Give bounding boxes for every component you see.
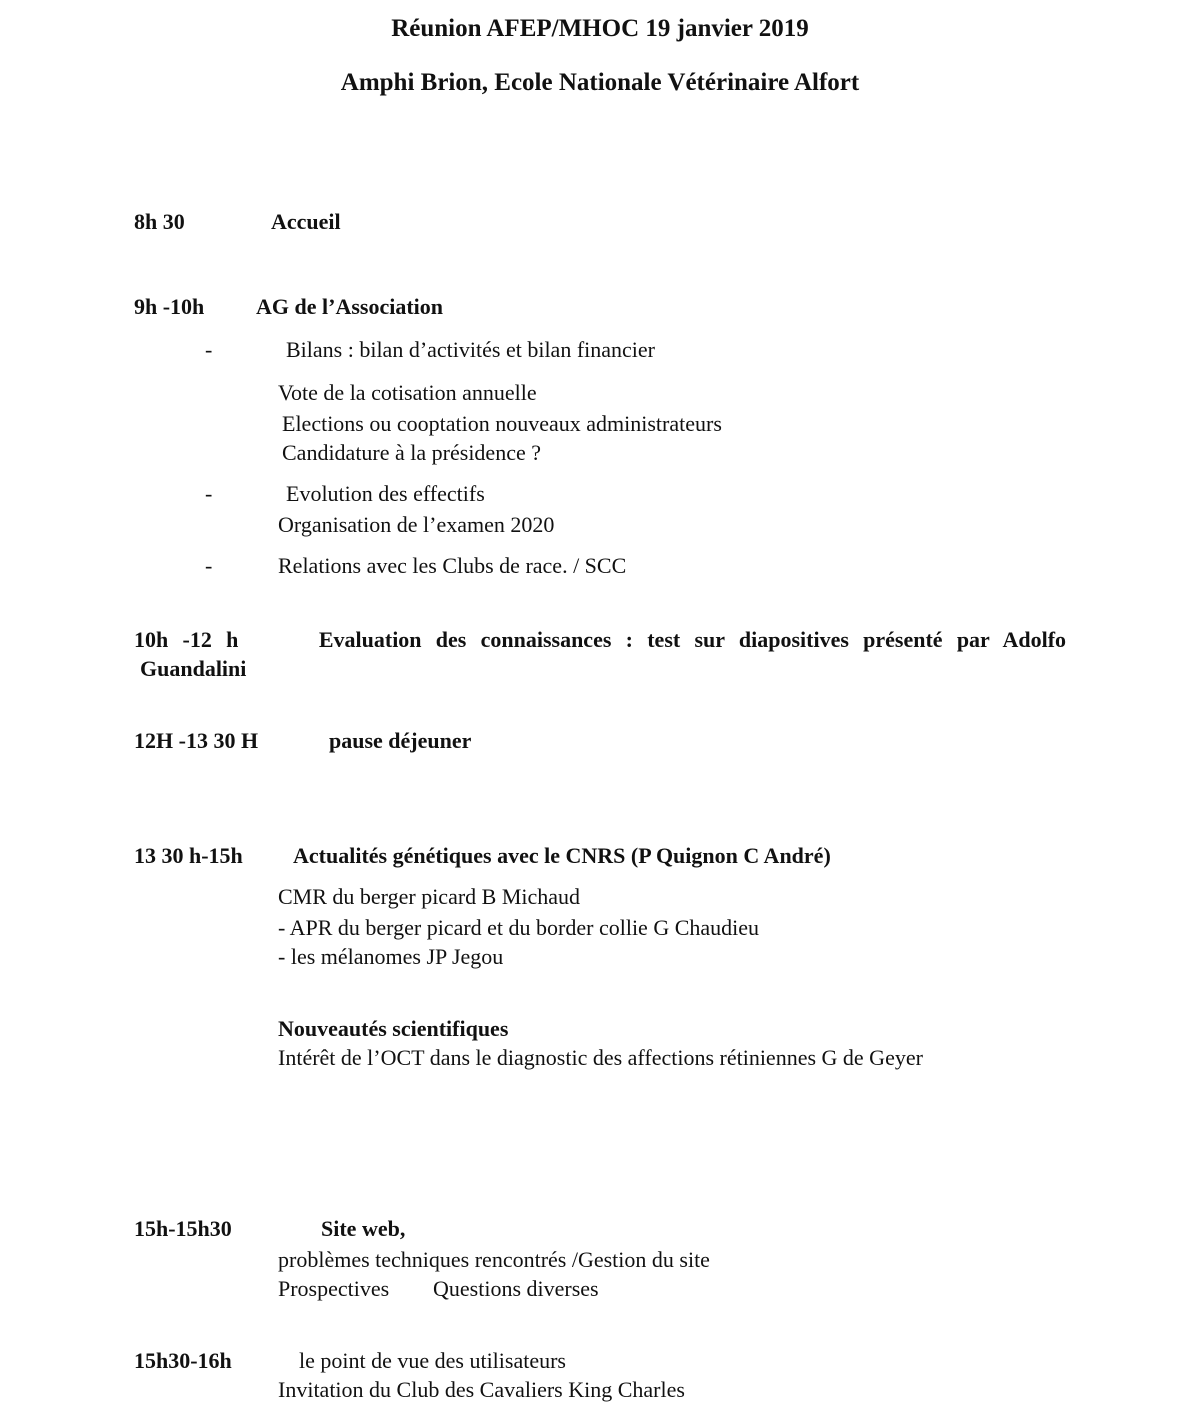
agenda-label-genetics: Actualités génétiques avec le CNRS (P Quignon C André)	[293, 843, 831, 868]
agenda-item-presidency: Candidature à la présidence ?	[282, 440, 541, 465]
agenda-item-elections: Elections ou cooptation nouveaux administrateurs	[282, 411, 722, 436]
document-title: Réunion AFEP/MHOC 19 janvier 2019	[391, 15, 809, 42]
bullet-dash: -	[205, 337, 213, 362]
agenda-item-breed-clubs: Relations avec les Clubs de race. / SCC	[278, 553, 627, 578]
agenda-item-technical-issues: problèmes techniques rencontrés /Gestion du site	[278, 1247, 710, 1272]
agenda-item-oct: Intérêt de l’OCT dans le diagnostic des affections rétiniennes G de Geyer	[278, 1045, 923, 1070]
agenda-time-genetics: 13 30 h-15h	[134, 843, 243, 868]
agenda-subheading-scientific-news: Nouveautés scientifiques	[278, 1016, 509, 1041]
agenda-label-welcome: Accueil	[271, 209, 341, 234]
document-location: Amphi Brion, Ecole Nationale Vétérinaire Alfort	[340, 69, 860, 96]
agenda-label-users: le point de vue des utilisateurs	[299, 1348, 566, 1373]
agenda-label-general-assembly: AG de l’Association	[256, 294, 443, 319]
agenda-time-welcome: 8h 30	[134, 209, 185, 234]
agenda-time-evaluation: 10h -12 h	[134, 627, 239, 652]
agenda-item-cmr: CMR du berger picard B Michaud	[278, 884, 581, 909]
agenda-time-users: 15h30-16h	[134, 1348, 232, 1373]
agenda-time-lunch: 12H -13 30 H	[134, 728, 259, 753]
agenda-item-dues-vote: Vote de la cotisation annuelle	[278, 380, 537, 405]
agenda-item-exam: Organisation de l’examen 2020	[278, 512, 555, 537]
agenda-label-website: Site web,	[321, 1216, 406, 1241]
agenda-label-evaluation: Evaluation des connaissances : test sur diapositives présenté par Adolfo	[318, 627, 1067, 652]
agenda-time-website: 15h-15h30	[134, 1216, 232, 1241]
agenda-label-lunch: pause déjeuner	[329, 728, 472, 753]
agenda-item-questions: Questions diverses	[433, 1276, 599, 1301]
agenda-item-prospectives: Prospectives	[278, 1276, 390, 1301]
agenda-row-evaluation	[134, 627, 1066, 653]
agenda-item-apr: - APR du berger picard et du border collie G Chaudieu	[278, 915, 760, 940]
agenda-item-cavaliers-club: Invitation du Club des Cavaliers King Charles	[278, 1377, 685, 1402]
agenda-time-general-assembly: 9h -10h	[134, 294, 205, 319]
agenda-item-melanomas: - les mélanomes JP Jegou	[278, 944, 504, 969]
agenda-item-membership: Evolution des effectifs	[286, 481, 485, 506]
bullet-dash: -	[205, 481, 213, 506]
agenda-label-evaluation-continued: Guandalini	[140, 656, 247, 681]
bullet-dash: -	[205, 553, 213, 578]
agenda-item-reports: Bilans : bilan d’activités et bilan financier	[286, 337, 655, 362]
